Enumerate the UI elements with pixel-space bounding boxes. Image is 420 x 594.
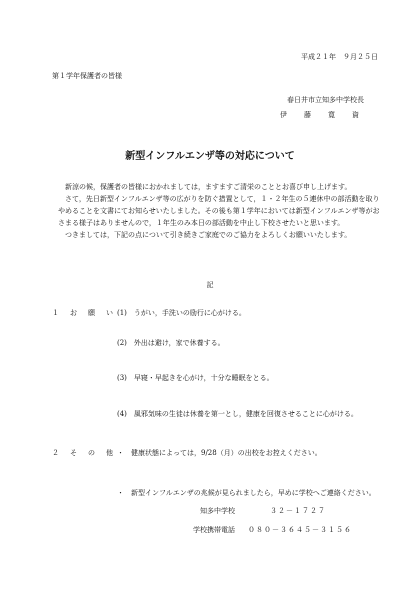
section-label-request: １ お 願 い <box>52 309 115 317</box>
addressee: 第１学年保護者の皆様 <box>52 72 122 80</box>
bullet-item: ・ 新型インフルエンザの兆候が見られましたら，早めに学校へご連絡ください。 <box>117 489 376 497</box>
list-item: (3) 早寝・早起きを心がけ，十分な睡眠をとる。 <box>117 374 274 382</box>
document-date: 平成２１年 ９月２５日 <box>301 53 378 61</box>
paragraph-main: さて，先日新型インフルエンザ等の広がりを防ぐ措置として，１・２年生の５連休中の部活動を取りやめることを文書にてお知らせいたしました。その後も第１学年においては新型インフルエンザ等がおさまる様子はありませんので，１年生のみ本日の部活動を中止し下校させたいと思います。 <box>58 195 380 227</box>
list-item: (2) 外出は避け，家で休養する。 <box>117 339 225 347</box>
paragraph-greeting: 新涼の候，保護者の皆様におかれましては，ますますご清栄のこととお喜び申し上げます。 <box>65 183 352 191</box>
contact-name: 知多中学校 <box>200 507 235 515</box>
document-title: 新型インフルエンザ等の対応について <box>125 151 295 162</box>
list-item: (4) 風邪気味の生徒は休養を第一とし，健康を回復させることに心がける。 <box>117 410 358 418</box>
list-item: (1) うがい，手洗いの励行に心がける。 <box>117 309 246 317</box>
issuer-name: 伊 藤 寛 資 <box>280 111 364 119</box>
contact-name: 学校携帯電話 <box>193 526 235 534</box>
paragraph-request: つきましては，下記の点について引き続きご家庭でのご協力をよろしくお願いいたします。 <box>65 231 352 239</box>
issuer-school: 春日井市立知多中学校長 <box>287 96 364 104</box>
section-label-other: ２ そ の 他 <box>52 449 115 457</box>
body-text <box>58 181 380 241</box>
bullet-item: ・ 健康状態によっては，9/28（月）の出校をお控えください。 <box>117 449 322 457</box>
ki-heading: 記 <box>206 281 214 289</box>
contact-number: ０８０－３６４５－３１５６ <box>248 526 352 534</box>
contact-number: ３２－１７２７ <box>270 507 326 515</box>
